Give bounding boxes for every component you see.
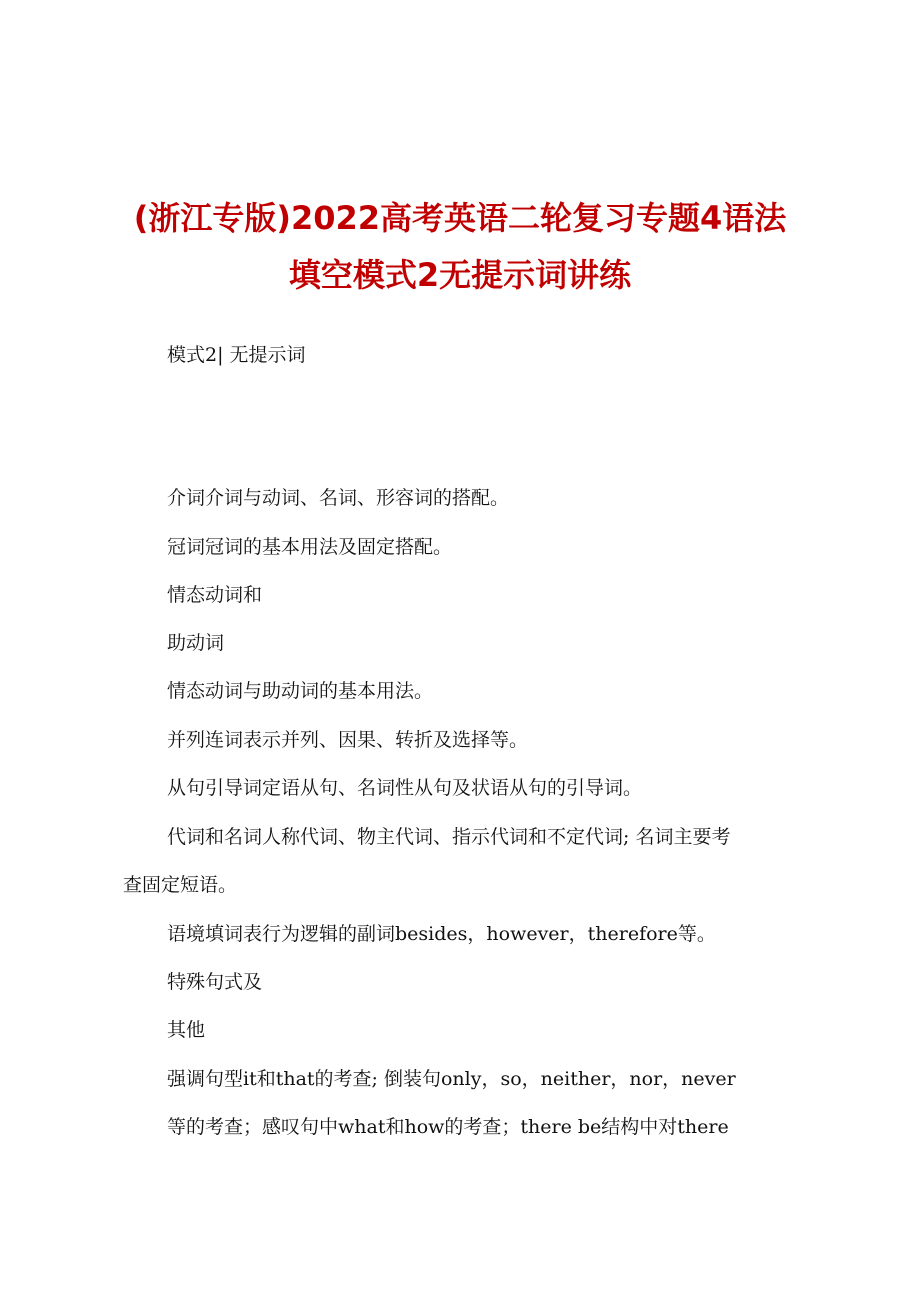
- paragraph: 并列连词表示并列、因果、转折及选择等。: [167, 729, 529, 751]
- section-subtitle: 模式2| 无提示词: [167, 344, 306, 366]
- title-line-2: 填空模式2无提示词讲练: [288, 256, 632, 294]
- paragraph: 特殊句式及: [167, 971, 263, 993]
- paragraph-continuation: 查固定短语。: [123, 874, 238, 896]
- paragraph: 从句引导词定语从句、名词性从句及状语从句的引导词。: [167, 777, 643, 799]
- paragraph: 代词和名词人称代词、物主代词、指示代词和不定代词; 名词主要考: [167, 826, 731, 848]
- title-line-1: (浙江专版)2022高考英语二轮复习专题4语法: [133, 199, 787, 237]
- paragraph: 等的考查；感叹句中what和how的考查；there be结构中对there: [167, 1116, 729, 1138]
- paragraph: 情态动词和: [167, 584, 263, 606]
- paragraph: 情态动词与助动词的基本用法。: [167, 680, 434, 702]
- paragraph: 其他: [167, 1019, 206, 1041]
- paragraph: 助动词: [167, 632, 225, 654]
- paragraph: 语境填词表行为逻辑的副词besides，however，therefore等。: [167, 923, 716, 945]
- paragraph: 介词介词与动词、名词、形容词的搭配。: [167, 487, 510, 509]
- paragraph: 强调句型it和that的考查; 倒装句only，so，neither，nor，never: [167, 1068, 736, 1090]
- paragraph: 冠词冠词的基本用法及固定搭配。: [167, 536, 453, 558]
